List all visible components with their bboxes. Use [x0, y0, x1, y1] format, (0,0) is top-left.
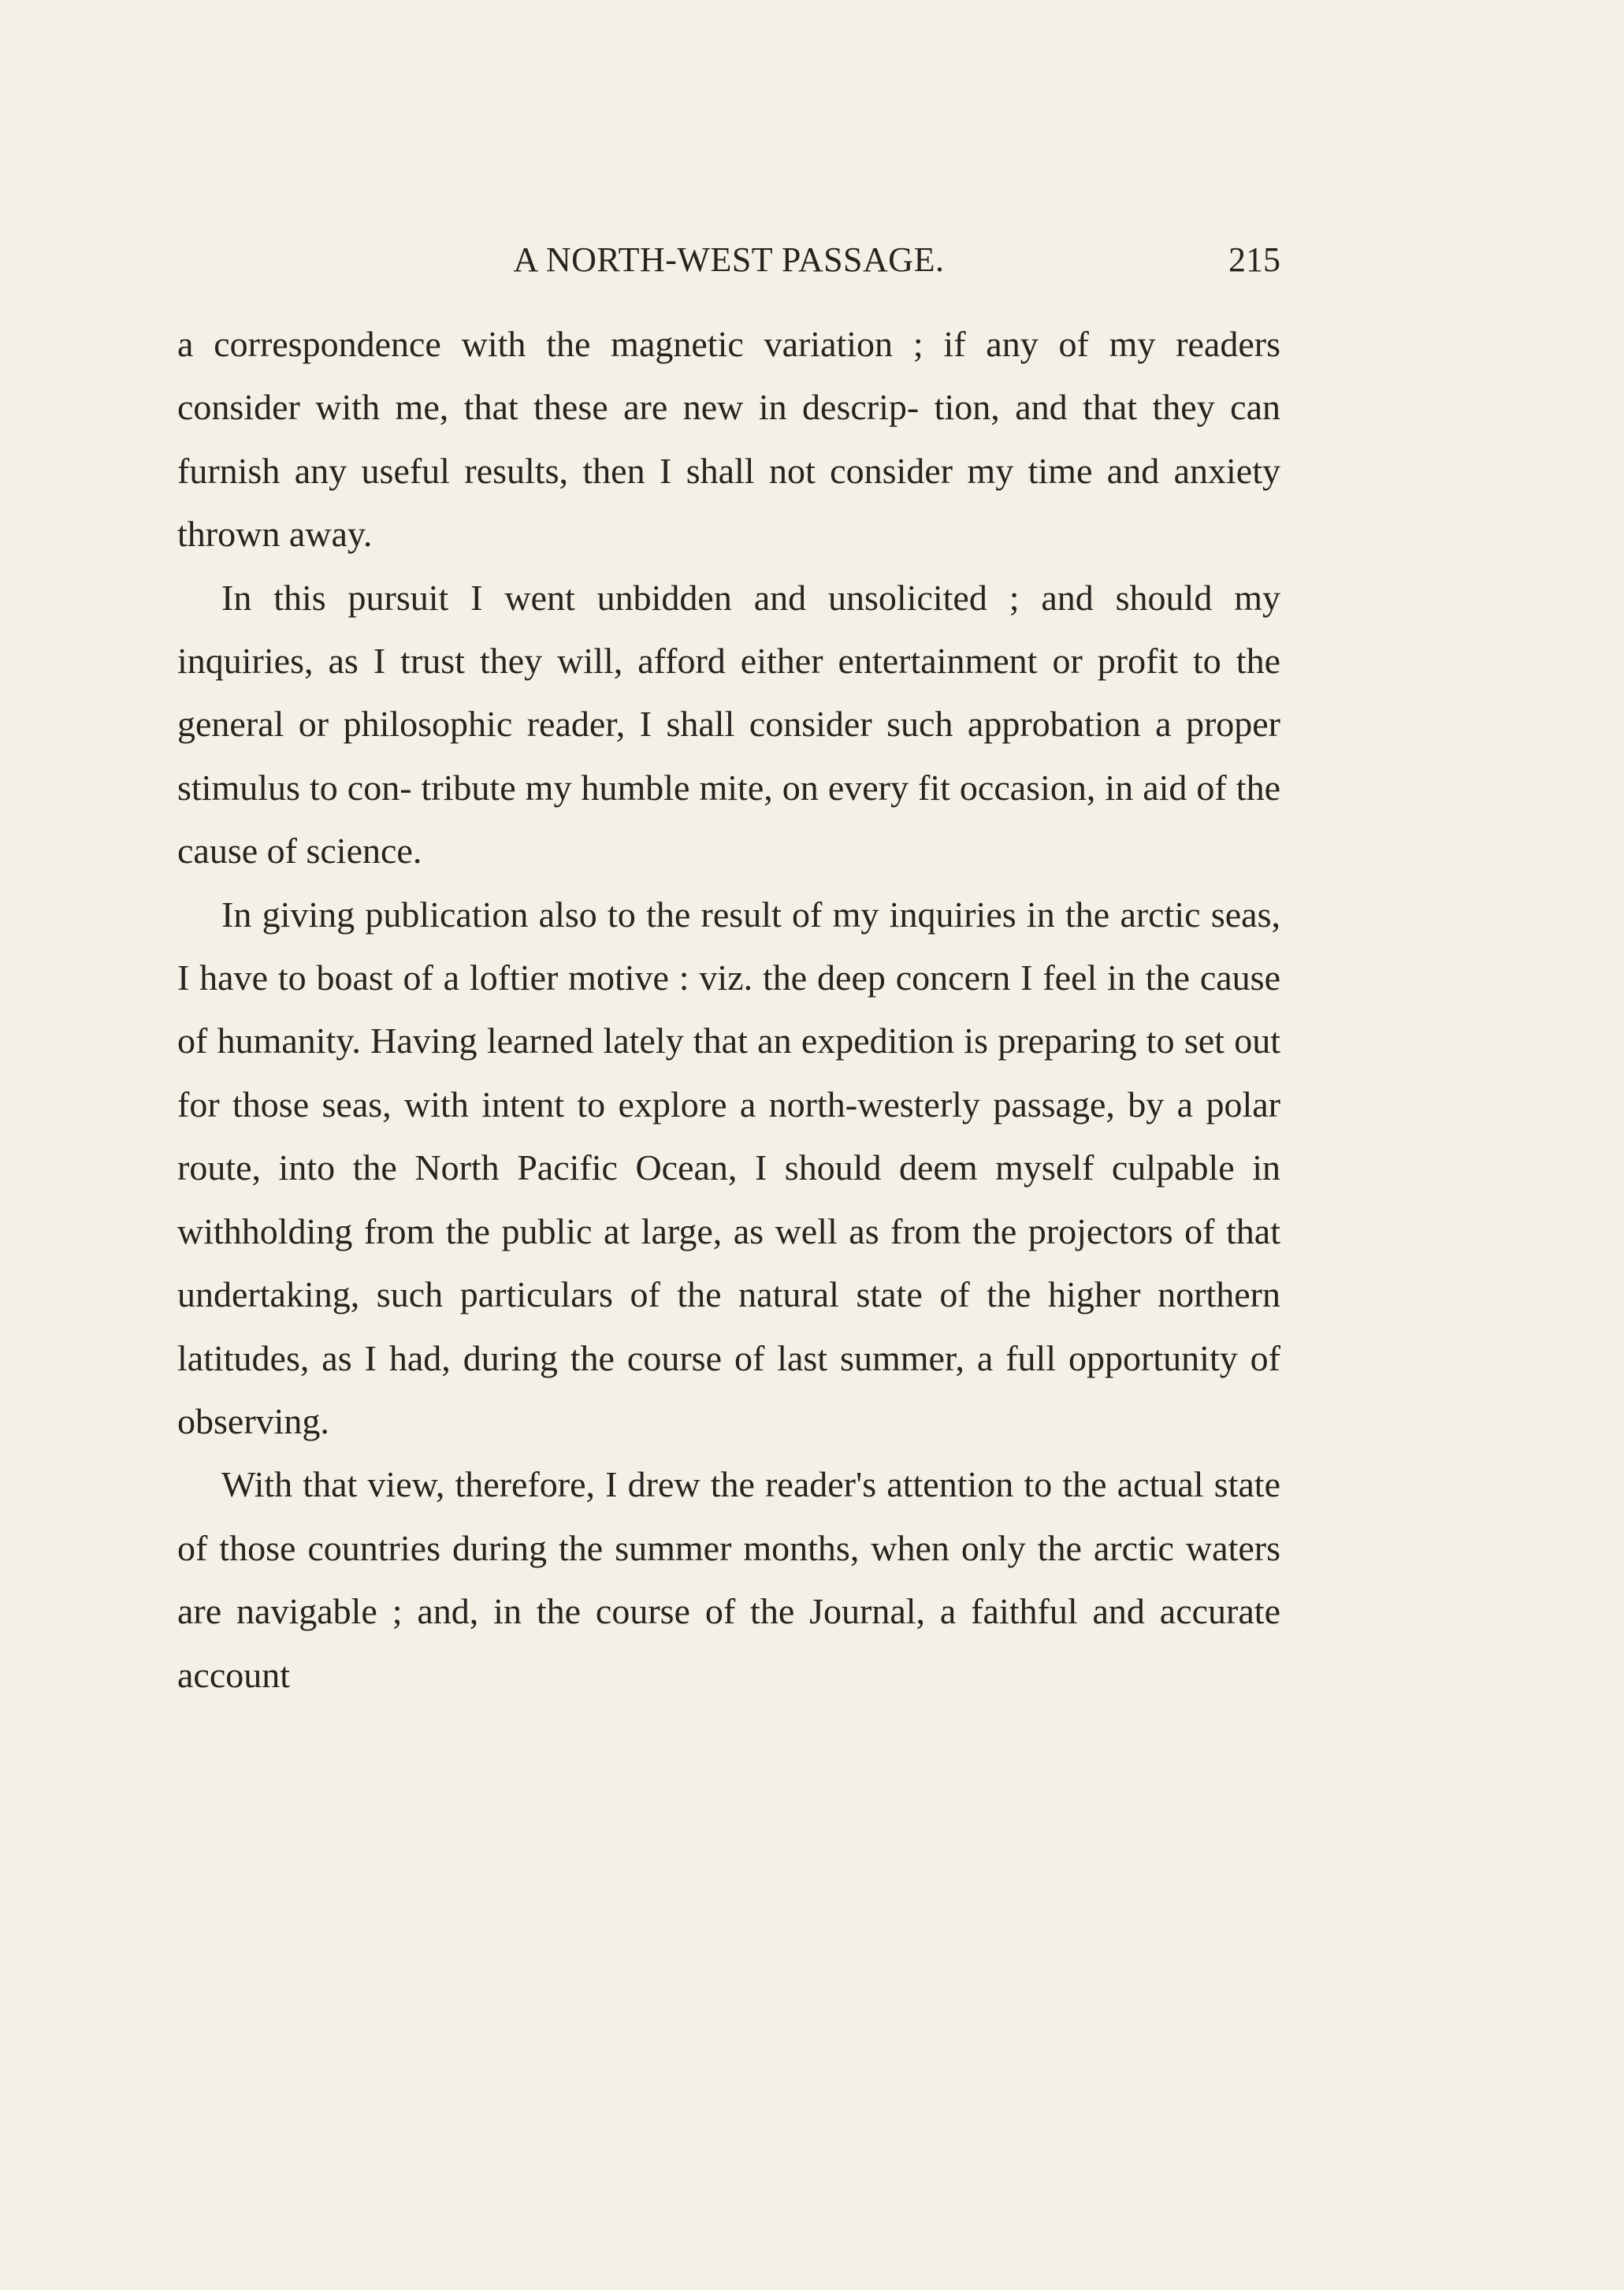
paragraph-continuation: a correspondence with the magnetic variation ; if any of my readers consider with me, that these are new in descrip- tion, and that they can furnish any useful results, then I shall not consider my time and anxiety thrown away. — [177, 324, 1280, 555]
running-head — [177, 232, 1280, 288]
page-number: 215 — [1228, 240, 1280, 279]
paragraph-pursuit: In this pursuit I went unbidden and unsolicited ; and should my inquiries, as I trust they will, afford either entertainment or profit to the general or philosophic reader, I shall consider such approbation a proper stimulus to con- tribute my humble mite, on every fit occasion, in aid of the cause of science. — [177, 577, 1280, 872]
body-text — [177, 313, 1280, 1707]
running-title: A NORTH-WEST PASSAGE. — [513, 240, 945, 279]
paragraph-publication: In giving publication also to the result of my inquiries in the arctic seas, I have to boast of a loftier motive : viz. the deep concern I feel in the cause of humanity. Having learned lately that an expedition is preparing to set out for those seas, with intent to explore a north-westerly passage, by a polar route, into the North Pacific Ocean, I should deem myself culpable in withholding from the public at large, as well as from the projectors of that undertaking, such particulars of the natural state of the higher northern latitudes, as I had, during the course of last summer, a full opportunity of observing. — [177, 894, 1280, 1441]
paragraph-view: With that view, therefore, I drew the reader's attention to the actual state of those countries during the summer months, when only the arctic waters are navigable ; and, in the course of the Journal, a faithful and accurate account — [177, 1464, 1280, 1695]
